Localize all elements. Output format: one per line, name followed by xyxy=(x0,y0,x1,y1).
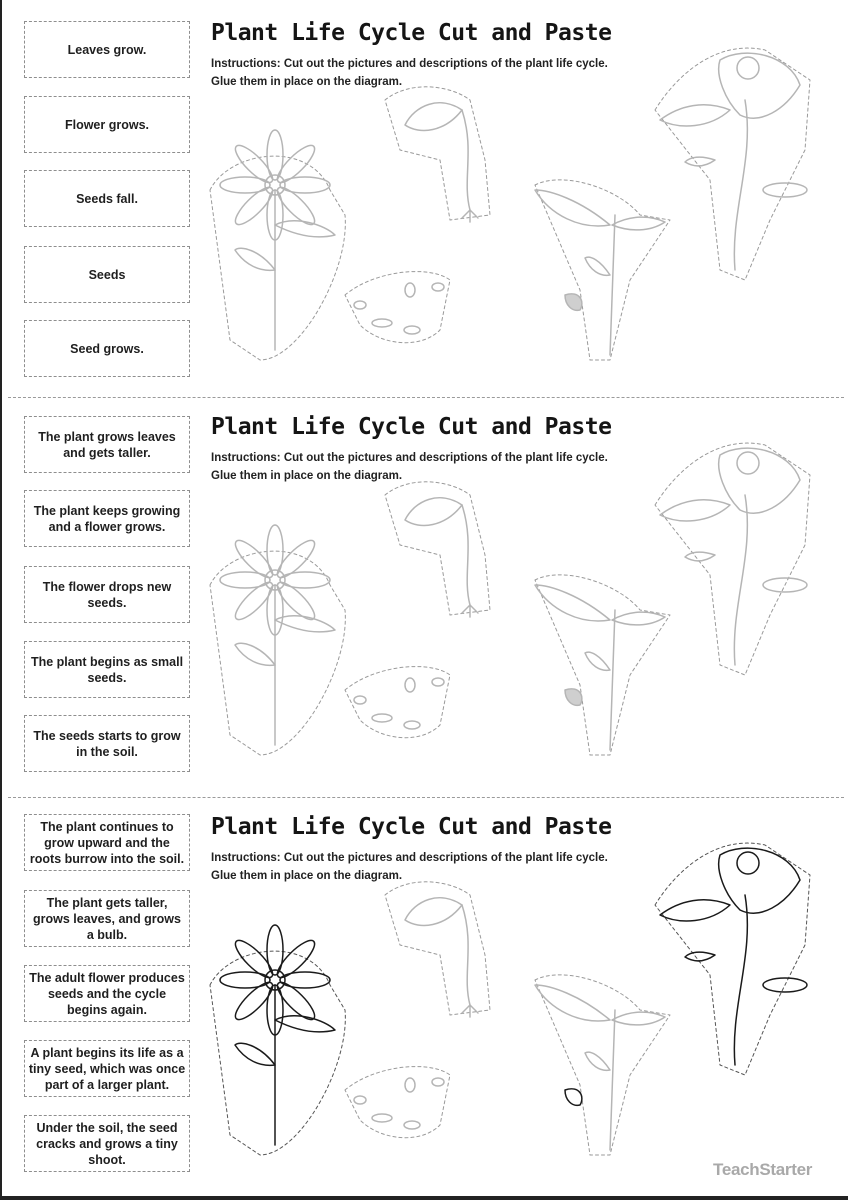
description-card[interactable] xyxy=(24,246,190,303)
description-card[interactable] xyxy=(24,170,190,227)
seedling-with-bud-picture[interactable] xyxy=(385,882,490,1017)
adult-flower-picture[interactable] xyxy=(655,48,810,280)
worksheet-title: Plant Life Cycle Cut and Paste xyxy=(211,814,612,840)
leafy-plant-picture[interactable] xyxy=(535,975,670,1155)
card-text: The plant keeps growing and a flower grows. xyxy=(33,503,181,534)
teachstarter-logo: TeachStarter xyxy=(713,1160,813,1179)
card-text: The plant grows leaves and gets taller. xyxy=(38,429,176,460)
cut-line-divider xyxy=(8,797,844,798)
description-card[interactable] xyxy=(24,21,190,78)
flowering-plant-picture[interactable] xyxy=(210,525,345,755)
card-text: The flower drops new seeds. xyxy=(42,579,172,610)
leafy-plant-picture[interactable] xyxy=(535,575,670,755)
adult-flower-picture[interactable] xyxy=(655,443,810,675)
seeds-picture[interactable] xyxy=(345,1067,450,1138)
description-card[interactable] xyxy=(24,890,190,947)
instructions-line-1: Instructions: Cut out the pictures and descriptions of the plant life cycle. xyxy=(211,58,608,70)
instructions-line-1: Instructions: Cut out the pictures and descriptions of the plant life cycle. xyxy=(211,452,608,464)
description-card[interactable] xyxy=(24,1115,190,1172)
flowering-plant-picture[interactable] xyxy=(210,925,345,1155)
instructions-line-2: Glue them in place on the diagram. xyxy=(211,870,403,882)
card-text: The plant continues to grow upward and the roots burrow into the soil. xyxy=(29,819,185,866)
card-text: Seeds fall. xyxy=(76,191,138,206)
card-text: Seeds xyxy=(88,267,126,282)
worksheet-title: Plant Life Cycle Cut and Paste xyxy=(211,414,612,440)
instructions-line-2: Glue them in place on the diagram. xyxy=(211,76,403,88)
description-card[interactable] xyxy=(24,1040,190,1097)
card-text: Under the soil, the seed cracks and grows a tiny shoot. xyxy=(36,1120,178,1167)
card-text: Leaves grow. xyxy=(67,42,147,57)
leafy-plant-picture[interactable] xyxy=(535,180,670,360)
card-text: The seeds starts to grow in the soil. xyxy=(33,728,181,759)
page-border-bottom xyxy=(0,1196,848,1200)
description-card[interactable] xyxy=(24,641,190,698)
plant-life-cycle-diagram xyxy=(200,435,840,765)
seedling-with-bud-picture[interactable] xyxy=(385,87,490,222)
description-card[interactable] xyxy=(24,320,190,377)
card-text: Seed grows. xyxy=(70,341,144,356)
description-card[interactable] xyxy=(24,814,190,871)
plant-life-cycle-diagram xyxy=(200,40,840,370)
card-text: A plant begins its life as a tiny seed, which was once part of a larger plant. xyxy=(28,1045,186,1092)
seeds-picture[interactable] xyxy=(345,667,450,738)
description-card[interactable] xyxy=(24,566,190,623)
seedling-with-bud-picture[interactable] xyxy=(385,482,490,617)
description-card[interactable] xyxy=(24,416,190,473)
card-text: The plant begins as small seeds. xyxy=(30,654,184,685)
worksheet-title: Plant Life Cycle Cut and Paste xyxy=(211,20,612,46)
description-card[interactable] xyxy=(24,490,190,547)
plant-life-cycle-diagram xyxy=(200,835,840,1165)
cut-line-divider xyxy=(8,397,844,398)
description-card[interactable] xyxy=(24,96,190,153)
card-text: The plant gets taller, grows leaves, and grows a bulb. xyxy=(33,895,181,942)
description-card[interactable] xyxy=(24,965,190,1022)
page-border-left xyxy=(0,0,2,1200)
adult-flower-picture[interactable] xyxy=(655,843,810,1075)
flowering-plant-picture[interactable] xyxy=(210,130,345,360)
card-text: The adult flower produces seeds and the cycle begins again. xyxy=(29,970,185,1017)
instructions-line-2: Glue them in place on the diagram. xyxy=(211,470,403,482)
instructions-line-1: Instructions: Cut out the pictures and descriptions of the plant life cycle. xyxy=(211,852,608,864)
seeds-picture[interactable] xyxy=(345,272,450,343)
card-text: Flower grows. xyxy=(64,117,150,132)
description-card[interactable] xyxy=(24,715,190,772)
